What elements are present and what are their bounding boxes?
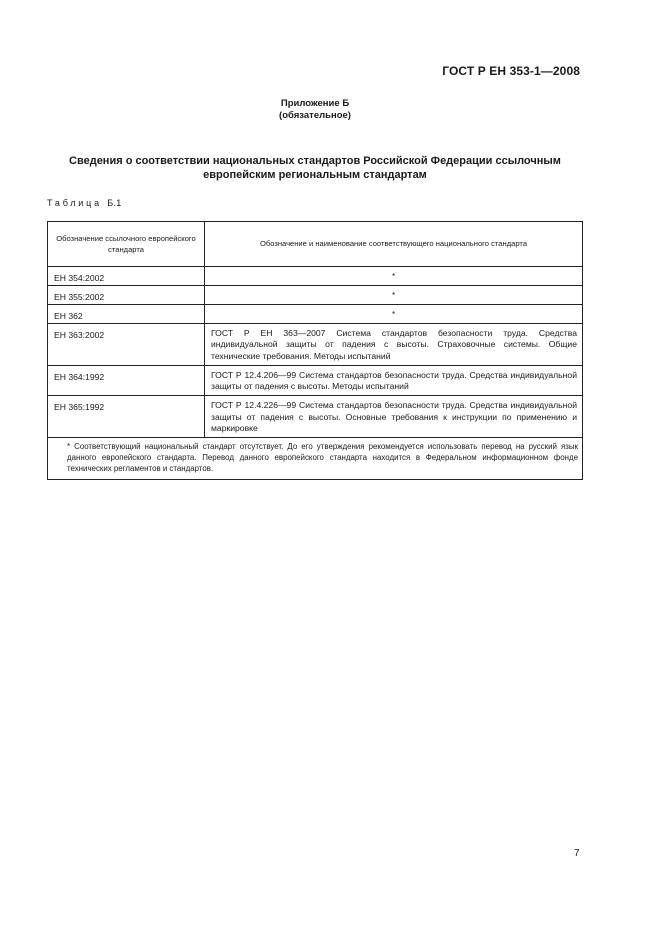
table-row	[48, 267, 583, 286]
annex-status: (обязательное)	[279, 110, 351, 121]
document-code: ГОСТ Р ЕН 353-1—2008	[442, 64, 580, 78]
national-standard-cell: *	[205, 267, 583, 286]
annex-title: Приложение Б	[280, 98, 350, 109]
section-heading-line-1: Сведения о соответствии национальных стандартов Российской Федерации ссылочным	[69, 155, 561, 167]
table-footnote-row	[48, 438, 583, 479]
col2-header: Обозначение и наименование соответствующего национального стандарта	[205, 222, 583, 267]
table-footnote: * Соответствующий национальный стандарт отсутствует. До его утверждения рекомендуется использовать перевод на русский язык данного европейского стандарта. Перевод данного европейского стандарта находится в Федеральном информационном фонде технических регламентов и стандартов.	[67, 442, 578, 473]
ref-standard-cell: ЕН 355:2002	[48, 286, 205, 305]
col1-header: Обозначение ссылочного европейского стандарта	[48, 222, 205, 267]
table-footnote-cell	[48, 438, 583, 479]
annex-block	[0, 98, 630, 122]
table-row	[48, 365, 583, 396]
table-row	[48, 305, 583, 324]
national-standard-cell: *	[205, 286, 583, 305]
national-standard-cell: ГОСТ Р ЕН 363—2007 Система стандартов безопасности труда. Средства индивидуальной защиты от падения с высоты. Страховочные системы. Общие технические требования. Методы испытаний	[205, 324, 583, 366]
national-standard-cell: *	[205, 305, 583, 324]
table-header-row	[48, 222, 583, 267]
correspondence-table	[47, 221, 583, 480]
table-label	[47, 198, 122, 208]
table-label-number: Б.1	[107, 198, 122, 208]
table-row	[48, 324, 583, 366]
national-standard-cell: ГОСТ Р 12.4.206—99 Система стандартов безопасности труда. Средства индивидуальной защиты от падения с высоты. Методы испытаний	[205, 365, 583, 396]
ref-standard-cell: ЕН 362	[48, 305, 205, 324]
ref-standard-cell: ЕН 354:2002	[48, 267, 205, 286]
table-row	[48, 286, 583, 305]
national-standard-cell: ГОСТ Р 12.4.226—99 Система стандартов безопасности труда. Средства индивидуальной защиты от падения с высоты. Основные требования к инструкции по применению и маркировке	[205, 396, 583, 438]
ref-standard-cell: ЕН 365:1992	[48, 396, 205, 438]
section-heading-line-2: европейским региональным стандартам	[203, 169, 427, 181]
section-heading	[48, 154, 582, 182]
ref-standard-cell: ЕН 363:2002	[48, 324, 205, 366]
page-number: 7	[574, 848, 580, 859]
ref-standard-cell: ЕН 364:1992	[48, 365, 205, 396]
table-label-word: Таблица	[47, 198, 102, 208]
table-row	[48, 396, 583, 438]
